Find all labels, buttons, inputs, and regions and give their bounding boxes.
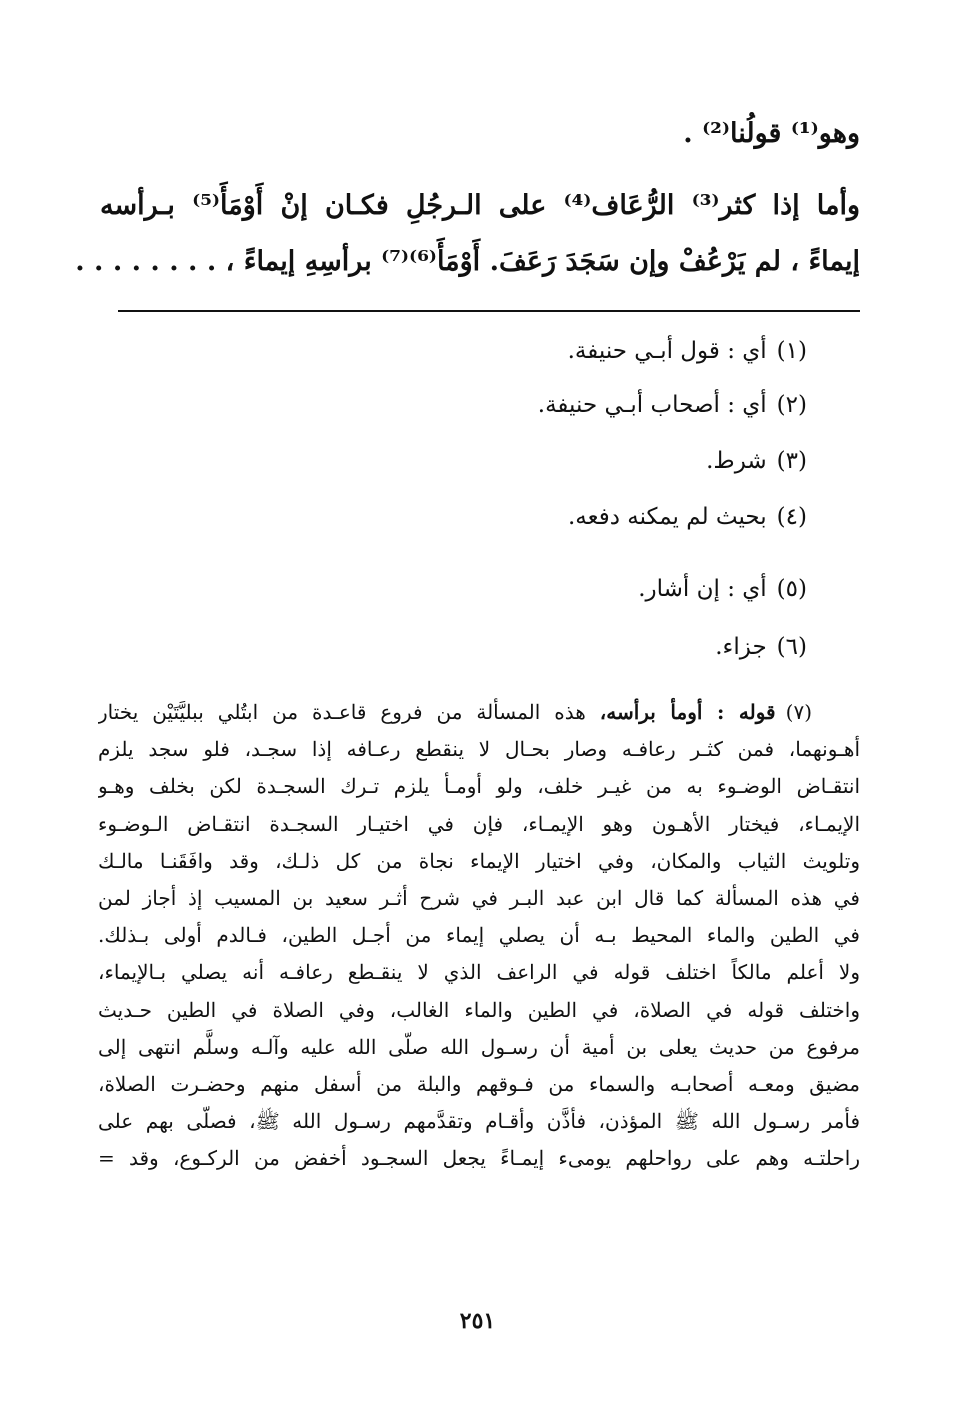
footnote-text: شرط. xyxy=(706,448,767,474)
footnote-7-line: فأمر رسـول الله ﷺ المؤذن، فأذَّن وأقـام وتقدَّمهم رسـول الله ﷺ، فصلّى بهم على xyxy=(98,1109,860,1134)
footnote-number: (٧) xyxy=(785,700,812,724)
footnote-3 xyxy=(706,448,807,474)
footnote-text: جزاء. xyxy=(715,634,767,660)
main-text-line: وأما إذا كثر⁽³⁾ الرُّعَاف⁽⁴⁾ على الـرجُلِ فكـان إنْ أَوْمَأَ⁽⁵⁾ بـرأسه xyxy=(100,190,860,221)
footnote-2 xyxy=(538,392,807,418)
footnote-7-line: راحلتـه وهم على رواحلهم يومىء إيمـاءً يجعل السجـود أخفض من الركـوع، وقد = xyxy=(98,1146,860,1171)
footnote-5 xyxy=(638,576,807,602)
footnote-7-line: وتلويث الثياب والمكان، وفي اختيار الإيماء نجاة من كل ذلـك، وقد وافَقَنـا مالـك xyxy=(98,848,860,873)
footnote-number: (٦) xyxy=(776,634,807,660)
main-text-line: وهو⁽¹⁾ قولُنا⁽²⁾ . xyxy=(683,118,860,149)
footnote-7-line: انتقـاض الوضـوء به من غيـر خلف، ولو أومـأ يلزم تـرك السجـدة لكن بخلف وهـو xyxy=(98,774,860,799)
footnote-7-text: هذه المسألة من فروع قاعـدة من ابتُلي ببليَّتَيْن يختار xyxy=(98,700,586,724)
footnote-7-line: ولا أعلم مالكاً اختلف قوله في الراعف الذي لا ينقـطع رعافـه أنه يصلي بـالإيماء، xyxy=(98,960,860,985)
footnote-number: (٤) xyxy=(776,504,807,530)
footnote-text: أي : أصحاب أبـي حنيفة. xyxy=(537,392,767,418)
main-text-line: إيماءً ، لم يَرْعُفْ وإن سَجَدَ رَعَفَ. أَوْمَأَ⁽⁶⁾⁽⁷⁾ برأسِهِ إيماءً ، . . . . . . . . xyxy=(75,246,860,277)
footnote-7-line: في الطين والماء المحيط بـه أن يصلي إيماء من أجـل الطين، فـالدم أولى بـذلك. xyxy=(98,923,860,948)
footnote-1 xyxy=(568,338,807,364)
footnote-separator xyxy=(118,310,860,312)
footnote-7-label: قوله : أومأ برأسه، xyxy=(599,700,776,724)
footnote-number: (٢) xyxy=(776,392,807,418)
footnote-text: أي : إن أشار. xyxy=(638,576,767,602)
footnote-7-line: مرفوع من حديث يعلى بن أمية أن رسـول الله صلّى الله عليه وآلـه وسلَّم انتهى إلى xyxy=(98,1034,860,1059)
footnote-text: بحيث لم يمكنه دفعه. xyxy=(568,504,767,530)
footnote-7-line: مضيق ومعـه أصحابـه والسماء من فـوقهم والبلة من أسفل منهم وحضـرت الصلاة، xyxy=(98,1071,860,1096)
footnote-7-first-line xyxy=(98,694,860,731)
footnote-7-line: أهـونهما، فمن كثـر رعافـه وصار بحـال لا ينقطع رعـافه إذا سجـد، فلو سجد يلزم xyxy=(98,737,860,762)
footnote-7-line: الإيمـاء، فيختار الأهـون وهو الإيمـاء، فإن في اختيـار السجـدة انتقـاض الـوضـوء xyxy=(98,811,860,836)
footnote-number: (٥) xyxy=(776,576,807,602)
page-number: ٢٥١ xyxy=(459,1308,496,1334)
footnote-6 xyxy=(715,634,807,660)
footnote-number: (٣) xyxy=(776,448,807,474)
footnote-7 xyxy=(98,694,860,1177)
footnote-text: أي : قول أبـي حنيفة. xyxy=(567,338,767,364)
footnote-number: (١) xyxy=(776,338,807,364)
footnote-7-line: واختلف قوله في الصلاة، في الطين والماء الغالب، وفي الصلاة في الطين حـديث xyxy=(98,997,860,1022)
footnote-7-line: في هذه المسألة كما قال ابن عبد البـر في شرح أثـر سعيد بن المسيب إذ أجاز لمن xyxy=(98,885,860,910)
footnote-4 xyxy=(568,504,807,530)
